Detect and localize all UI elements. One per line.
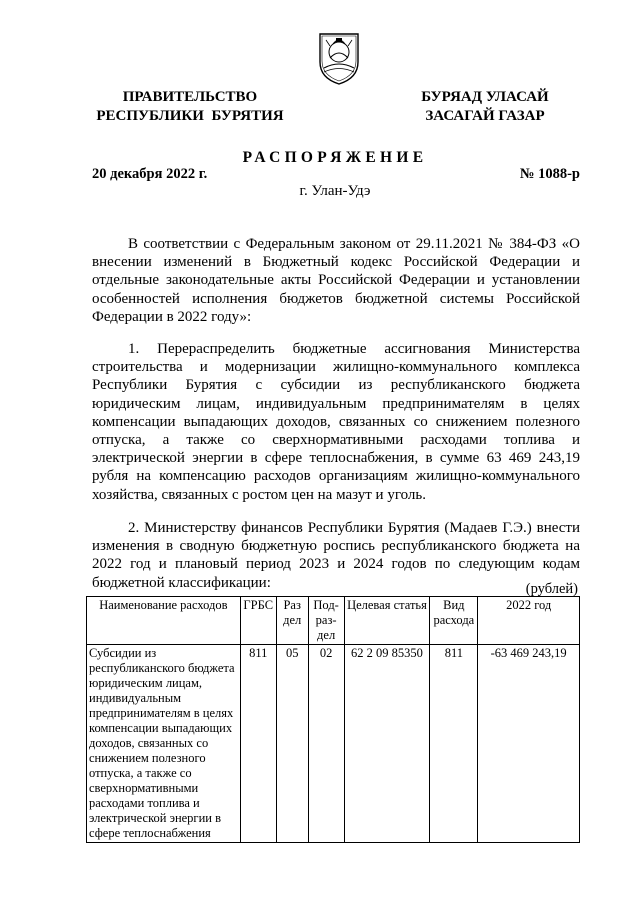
item1-text: 1. Перераспределить бюджетные ассигнования Министерства строительства и модернизации жилищно-коммунального комплекса Республики Бурятия с субсидии из республиканского бюджета юридическим лицам, индивидуальным предпринимателям в целях компенсации выпадающих доходов, связанных со снижением полезного отпуска, а также со сверхнормативными расходами топлива и электрической энергии в сфере теплоснабжения, в сумме 63 469 243,19 рубля на компенсацию расходов организациям жилищно-коммунального хозяйства, связанных с ростом цен на мазут и уголь.: [92, 341, 580, 503]
item2-paragraph: [92, 519, 580, 592]
cell-podrazdel: 02: [308, 645, 344, 843]
coat-of-arms-icon: [316, 28, 362, 86]
header-year: 2022 год: [478, 597, 580, 645]
header-target: Целевая статья: [344, 597, 430, 645]
header-right-line1: БУРЯАД УЛАСАЙ: [421, 89, 549, 105]
header-right: [405, 88, 565, 126]
cell-name: Субсидии из республиканского бюджета юридическим лицам, индивидуальным предпринимателям в целях компенсации выпадающих доходов, связанных со снижением полезного отпуска, а также со сверхнормативными расходами топлива и электрической энергии в сфере теплоснабжения: [87, 645, 241, 843]
preamble-text: В соответствии с Федеральным законом от 29.11.2021 № 384-ФЗ «О внесении изменений в Бюджетный кодекс Российской Федерации и отдельные законодательные акты Российской Федерации и установлении особенностей исполнения бюджетов бюджетной системы Российской Федерации в 2022 году»:: [92, 236, 580, 325]
cell-vid: 811: [430, 645, 478, 843]
header-left-line2: РЕСПУБЛИКИ БУРЯТИЯ: [96, 108, 284, 124]
budget-table: [86, 596, 580, 843]
doc-title: РАСПОРЯЖЕНИЕ: [242, 149, 428, 166]
preamble-paragraph: [92, 235, 580, 326]
table-header-row: [87, 597, 580, 645]
cell-target: 62 2 09 85350: [344, 645, 430, 843]
table-unit: (рублей): [525, 581, 578, 597]
doc-city: г. Улан-Удэ: [299, 183, 371, 199]
doc-date: 20 декабря 2022 г.: [92, 166, 208, 182]
header-razdel: Раз дел: [276, 597, 308, 645]
header-vid: Вид расхода: [430, 597, 478, 645]
item2-text: 2. Министерству финансов Республики Бурятия (Мадаев Г.Э.) внести изменения в сводную бюджетную роспись республиканского бюджета на 2022 год и плановый период 2023 и 2024 годов по следующим кодам бюджетной классификации:: [92, 520, 580, 591]
cell-razdel: 05: [276, 645, 308, 843]
header-right-line2: ЗАСАГАЙ ГАЗАР: [425, 108, 545, 124]
header-grbs: ГРБС: [240, 597, 276, 645]
doc-number: № 1088-р: [519, 166, 580, 182]
cell-year: -63 469 243,19: [478, 645, 580, 843]
header-left-line1: ПРАВИТЕЛЬСТВО: [122, 89, 258, 105]
header-name: Наименование расходов: [87, 597, 241, 645]
cell-grbs: 811: [240, 645, 276, 843]
header-left: [92, 88, 288, 126]
header-podrazdel: Под-раз-дел: [308, 597, 344, 645]
table-row: [87, 645, 580, 843]
item1-paragraph: [92, 340, 580, 504]
